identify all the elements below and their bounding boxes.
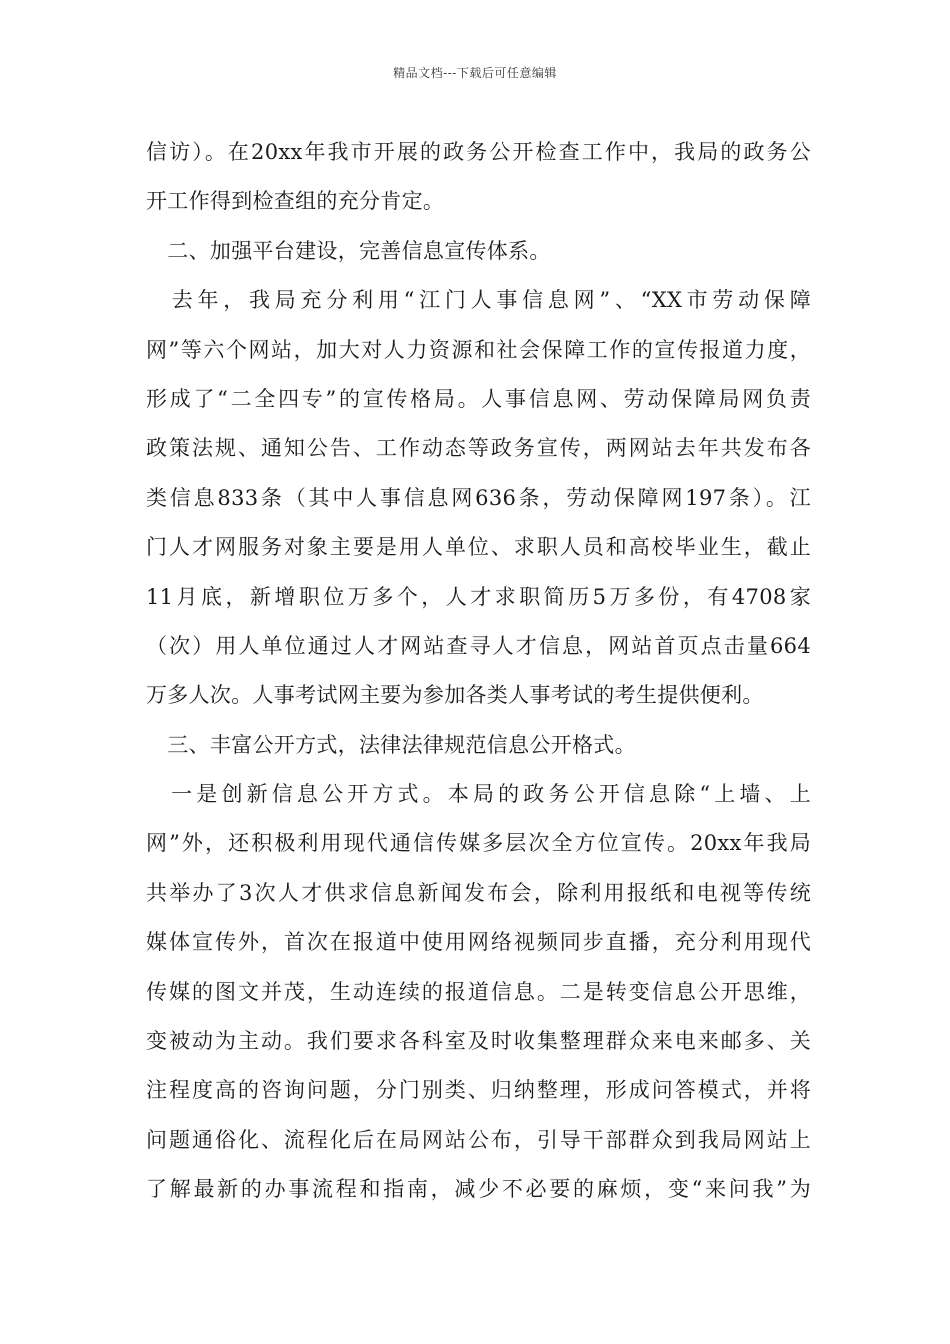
text-line: 媒体宣传外，首次在报道中使用网络视频同步直播，充分利用现代	[146, 930, 811, 955]
text-line: 11月底，新增职位万多个，人才求职简历5万多份，有4708家	[146, 584, 811, 609]
text-line: 门人才网服务对象主要是用人单位、求职人员和高校毕业生，截止	[146, 535, 811, 560]
text-line: 共举办了3次人才供求信息新闻发布会，除利用报纸和电视等传统	[146, 880, 811, 905]
text-line: （次）用人单位通过人才网站查寻人才信息，网站首页点击量664	[146, 633, 811, 658]
text-line: 网”等六个网站，加大对人力资源和社会保障工作的宣传报道力度，	[146, 337, 811, 362]
text-line: 去年，我局充分利用“江门人事信息网”、“XX市劳动保障	[146, 288, 811, 313]
text-line: 开工作得到检查组的充分肯定。	[146, 189, 445, 214]
text-line: 类信息833条（其中人事信息网636条，劳动保障网197条）。江	[146, 485, 811, 510]
text-line: 政策法规、通知公告、工作动态等政务宣传，两网站去年共发布各	[146, 436, 811, 461]
text-line: 传媒的图文并茂，生动连续的报道信息。二是转变信息公开思维，	[146, 979, 811, 1004]
document-body	[146, 130, 811, 1217]
text-line: 注程度高的咨询问题，分门别类、归纳整理，形成问答模式，并将	[146, 1078, 811, 1103]
text-line: 万多人次。人事考试网主要为参加各类人事考试的考生提供便利。	[146, 683, 764, 708]
section-heading: 三、丰富公开方式，法律法律规范信息公开格式。	[146, 732, 636, 757]
page-header: 精品文档---下载后可任意编辑	[393, 66, 557, 80]
text-line: 一是创新信息公开方式。本局的政务公开信息除“上墙、上	[146, 782, 811, 807]
text-line: 网”外，还积极利用现代通信传媒多层次全方位宣传。20xx年我局	[146, 831, 811, 856]
section-heading: 二、加强平台建设，完善信息宣传体系。	[146, 238, 551, 263]
text-line: 变被动为主动。我们要求各科室及时收集整理群众来电来邮多、关	[146, 1029, 811, 1054]
text-line: 问题通俗化、流程化后在局网站公布，引导干部群众到我局网站上	[146, 1127, 811, 1152]
text-line: 形成了“二全四专”的宣传格局。人事信息网、劳动保障局网负责	[146, 386, 811, 411]
text-line: 信访）。在20xx年我市开展的政务公开检查工作中，我局的政务公	[146, 140, 811, 164]
text-line: 了解最新的办事流程和指南，减少不必要的麻烦，变“来问我”为	[146, 1177, 811, 1202]
